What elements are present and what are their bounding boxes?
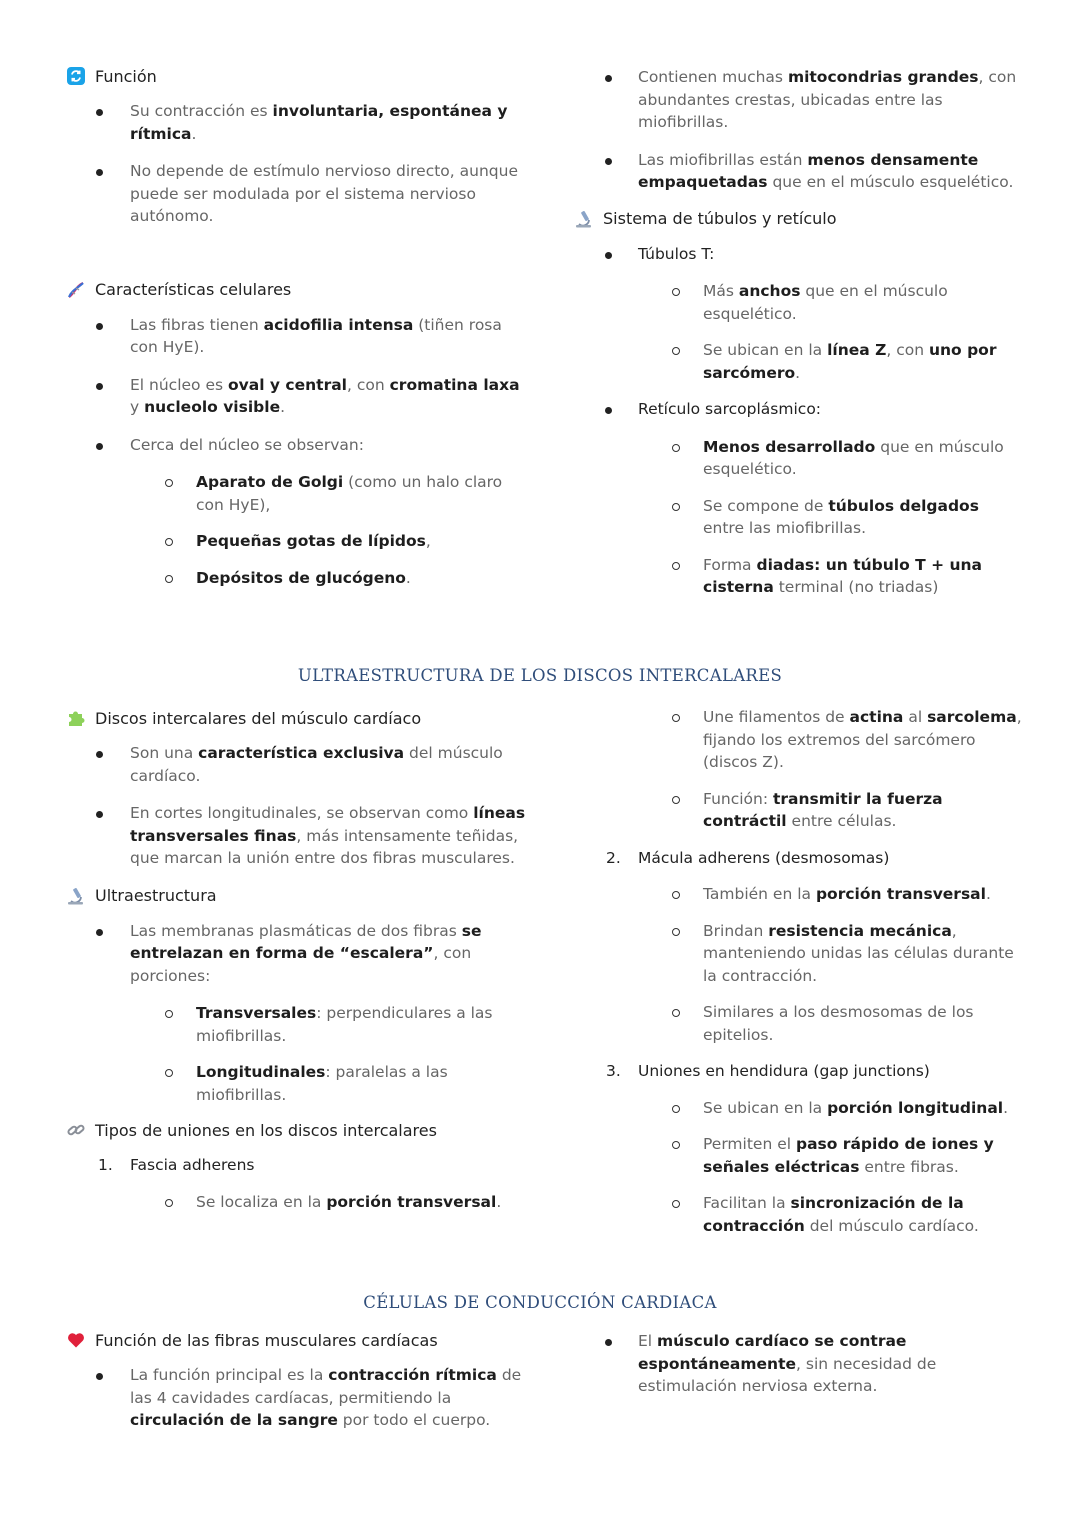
discos-heading [66, 708, 526, 728]
bullet-item: Las membranas plasmáticas de dos fibras se entrelazan en forma de “escalera”, con porciones: [66, 920, 526, 988]
numbered-item: 2. Mácula adherens (desmosomas) [606, 848, 890, 867]
bullet-item: Retículo sarcoplásmico: [574, 398, 1024, 421]
uniones-column [574, 706, 1024, 1251]
section-heading-text: Tipos de uniones en los discos intercalares [95, 1120, 437, 1140]
section-heading-text: Sistema de túbulos y retículo [603, 209, 837, 228]
funcion-fibras-column [66, 1330, 526, 1447]
section-title-discos: ULTRAESTRUCTURA DE LOS DISCOS INTERCALARES [297, 666, 783, 685]
sub-item: Se ubican en la línea Z, con uno por sarcómero. [574, 339, 1024, 384]
sub-item: Pequeñas gotas de lípidos, [66, 530, 526, 553]
link-icon [66, 1120, 86, 1140]
sub-item: Se ubican en la porción longitudinal. [574, 1097, 1024, 1120]
section-heading-text: Ultraestructura [95, 886, 217, 905]
bullet-item: Túbulos T: [574, 243, 1024, 266]
funcion-heading [66, 66, 526, 86]
numbered-item: 3. Uniones en hendidura (gap junctions) [606, 1062, 930, 1080]
section-heading-text: Características celulares [95, 280, 292, 299]
caracteristicas-heading [66, 280, 526, 300]
bullet-item: En cortes longitudinales, se observan como líneas transversales finas, más intensamente teñidas, que marcan la unión entre dos fibras musculares. [66, 802, 526, 870]
sub-item: Más anchos que en el músculo esquelético. [574, 280, 1024, 325]
sub-item: Aparato de Golgi (como un halo claro con HyE), [66, 471, 526, 516]
sub-item: Depósitos de glucógeno. [66, 567, 526, 590]
bullet-item: El músculo cardíaco se contrae espontáneamente, sin necesidad de estimulación nerviosa externa. [574, 1330, 1024, 1398]
sub-item: Transversales: perpendiculares a las miofibrillas. [66, 1002, 526, 1047]
sub-item: Permiten el paso rápido de iones y señales eléctricas entre fibras. [574, 1133, 1024, 1178]
section-heading-text: Función de las fibras musculares cardíacas [95, 1330, 438, 1350]
bullet-item: Las fibras tienen acidofilia intensa (tiñen rosa con HyE). [66, 314, 526, 359]
tubulos-heading [574, 209, 1024, 229]
funcion-column [66, 66, 526, 603]
section-heading-text: Discos intercalares del músculo cardíaco [95, 708, 422, 728]
sub-item: Similares a los desmosomas de los epitelios. [574, 1001, 1024, 1046]
mitocondrias-column [574, 66, 1024, 613]
microscope-icon [574, 209, 594, 229]
ultraestructura-heading [66, 886, 526, 906]
funcion-fibras-heading [66, 1330, 526, 1350]
discos-column [66, 708, 526, 1227]
bullet-item: Son una característica exclusiva del músculo cardíaco. [66, 742, 526, 787]
bullet-item: No depende de estímulo nervioso directo, aunque puede ser modulada por el sistema nervioso autónomo. [66, 160, 526, 228]
microscope-icon [66, 886, 86, 906]
bullet-item: Su contracción es involuntaria, espontánea y rítmica. [66, 100, 526, 145]
sub-item: Longitudinales: paralelas a las miofibrillas. [66, 1061, 526, 1106]
bullet-item: La función principal es la contracción rítmica de las 4 cavidades cardíacas, permitiendo la circulación de la sangre por todo el cuerpo. [66, 1364, 526, 1432]
sub-item: Brindan resistencia mecánica, manteniendo unidas las células durante la contracción. [574, 920, 1024, 988]
sub-item: Se compone de túbulos delgados entre las miofibrillas. [574, 495, 1024, 540]
bullet-item: El núcleo es oval y central, con cromatina laxa y nucleolo visible. [66, 374, 526, 419]
bullet-item: Las miofibrillas están menos densamente empaquetadas que en el músculo esquelético. [574, 149, 1024, 194]
heart-icon [66, 1330, 86, 1350]
bullet-item: Cerca del núcleo se observan: [66, 434, 526, 457]
sub-item: Menos desarrollado que en músculo esquelético. [574, 436, 1024, 481]
sub-item: Une filamentos de actina al sarcolema, fijando los extremos del sarcómero (discos Z). [574, 706, 1024, 774]
refresh-icon [66, 66, 86, 86]
sub-item: También en la porción transversal. [574, 883, 1024, 906]
section-heading-text: Función [95, 66, 157, 86]
section-title-conduccion: CÉLULAS DE CONDUCCIÓN CARDIACA [363, 1293, 717, 1312]
puzzle-icon [66, 708, 86, 728]
tipos-heading [66, 1120, 526, 1140]
numbered-item: 1. Fascia adherens [98, 1156, 255, 1174]
espontaneo-column [574, 1330, 1024, 1413]
sub-item: Se localiza en la porción transversal. [66, 1191, 526, 1214]
sub-item: Facilitan la sincronización de la contracción del músculo cardíaco. [574, 1192, 1024, 1237]
dna-icon [66, 280, 86, 300]
sub-item: Función: transmitir la fuerza contráctil entre células. [574, 788, 1024, 833]
sub-item: Forma diadas: un túbulo T + una cisterna terminal (no triadas) [574, 554, 1024, 599]
bullet-item: Contienen muchas mitocondrias grandes, con abundantes crestas, ubicadas entre las miofibrillas. [574, 66, 1024, 134]
